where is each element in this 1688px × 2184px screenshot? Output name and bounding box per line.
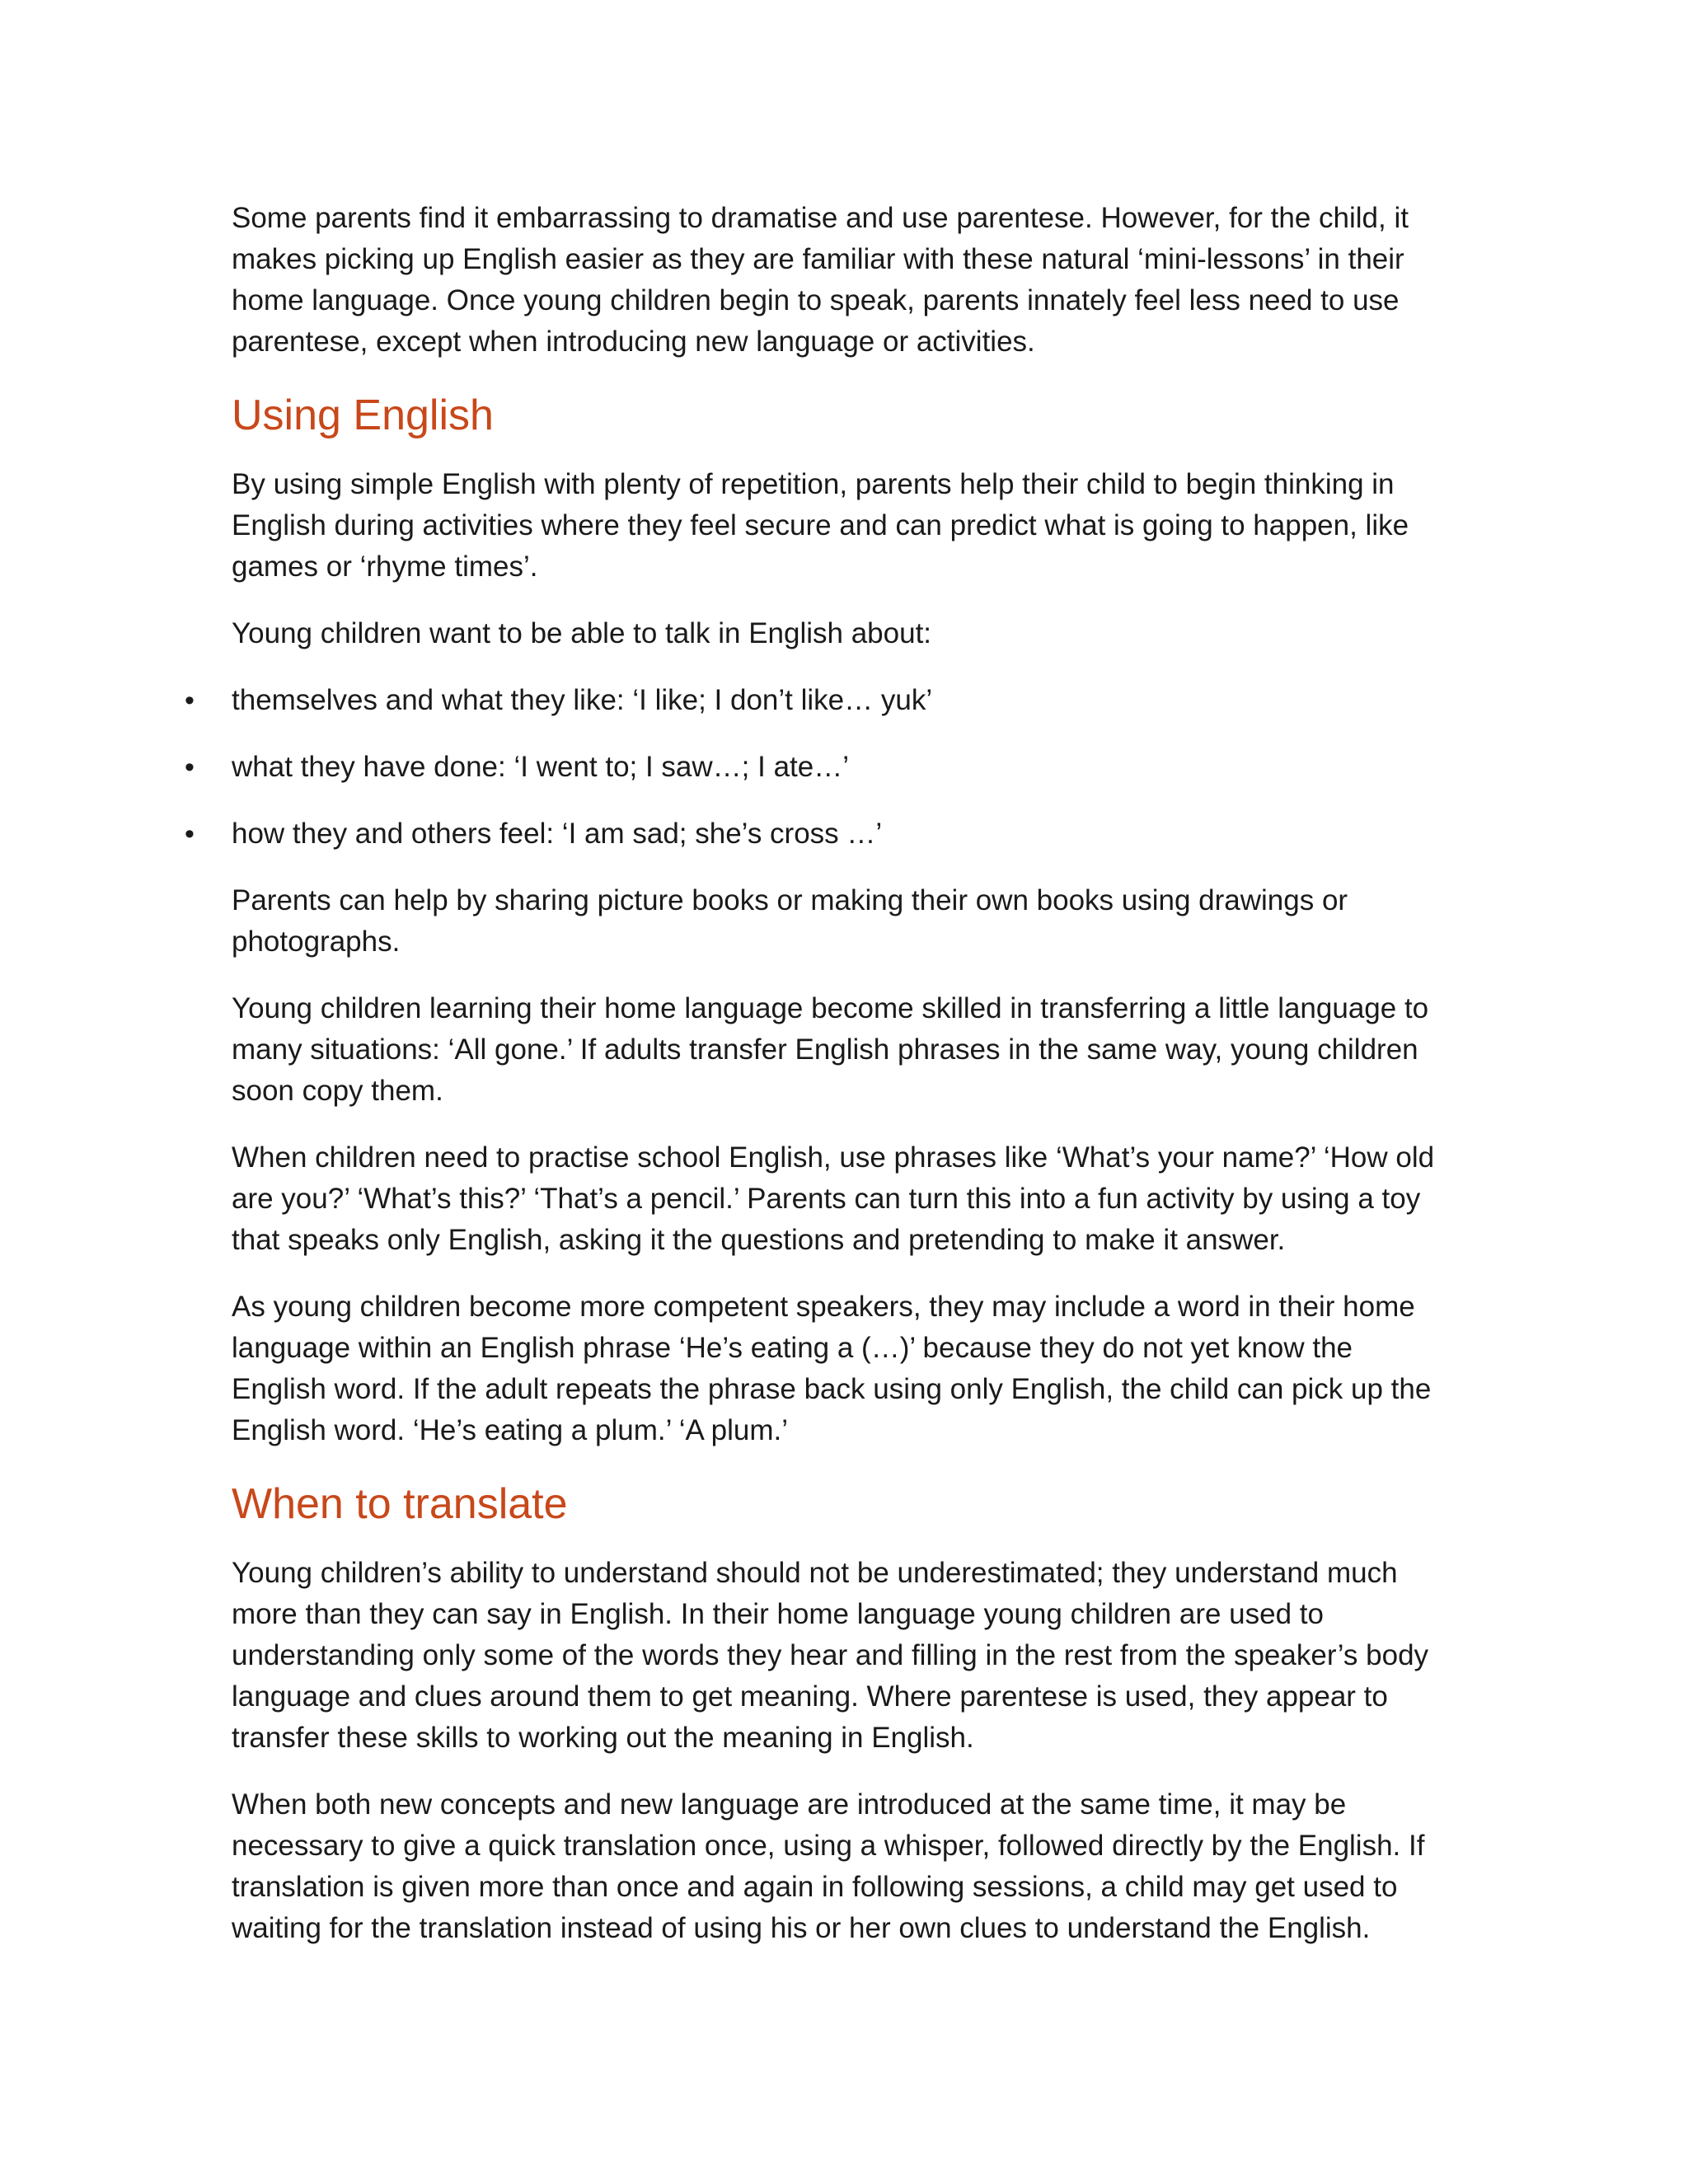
list-item-text: themselves and what they like: ‘I like; I don’t like… yuk’ [232, 684, 933, 716]
paragraph: Parents can help by sharing picture books or making their own books using drawings or photographs. [232, 884, 1348, 958]
list-item-text: how they and others feel: ‘I am sad; she’s cross …’ [232, 818, 883, 850]
list-item [185, 747, 1451, 788]
paragraph: When children need to practise school English, use phrases like ‘What’s your name?’ ‘How old are you?’ ‘What’s this?’ ‘That’s a pencil.’ Parents can turn this into a fun activity by using a toy that speaks only English, asking it the questions and pretending to make it answer. [232, 1141, 1435, 1256]
page-content [185, 198, 1451, 1975]
bullet-icon: • [185, 685, 195, 716]
bullet-list [185, 680, 1451, 855]
bullet-icon: • [185, 818, 195, 850]
list-item-text: what they have done: ‘I went to; I saw…; I ate…’ [232, 751, 849, 783]
paragraph: When both new concepts and new language are introduced at the same time, it may be necessary to give a quick translation once, using a whisper, followed directly by the English. If translation is given more than once and again in following sessions, a child may get used to waiting for the translation instead of using his or her own clues to understand the English. [232, 1788, 1425, 1944]
paragraph: Young children’s ability to understand should not be underestimated; they understand much more than they can say in English. In their home language young children are used to understanding only some of the words they hear and filling in the rest from the speaker’s body language and clues around them to get meaning. Where parentese is used, they appear to transfer these skills to working out the meaning in English. [232, 1557, 1429, 1754]
paragraph: Young children want to be able to talk in English about: [232, 617, 932, 649]
paragraph: As young children become more competent speakers, they may include a word in their home language within an English phrase ‘He’s eating a (…)’ because they do not yet know the English word. If the adult repeats the phrase back using only English, the child can pick up the English word. ‘He’s eating a plum.’ ‘A plum.’ [232, 1291, 1432, 1446]
list-item [185, 813, 1451, 855]
paragraph: By using simple English with plenty of repetition, parents help their child to begin thinking in English during activities where they feel secure and can predict what is going to happen, like games or ‘rhyme times’. [232, 468, 1409, 583]
list-item [185, 680, 1451, 721]
intro-paragraph: Some parents find it embarrassing to dramatise and use parentese. However, for the child, it makes picking up English easier as they are familiar with these natural ‘mini-lessons’ in their home language. Once young children begin to speak, parents innately feel less need to use parentese, except when introducing new language or activities. [232, 202, 1409, 358]
heading-when-to-translate: When to translate [232, 1480, 568, 1528]
heading-using-english: Using English [232, 391, 494, 439]
paragraph: Young children learning their home language become skilled in transferring a little language to many situations: ‘All gone.’ If adults transfer English phrases in the same way, young children soon copy them. [232, 992, 1429, 1107]
bullet-icon: • [185, 752, 195, 783]
